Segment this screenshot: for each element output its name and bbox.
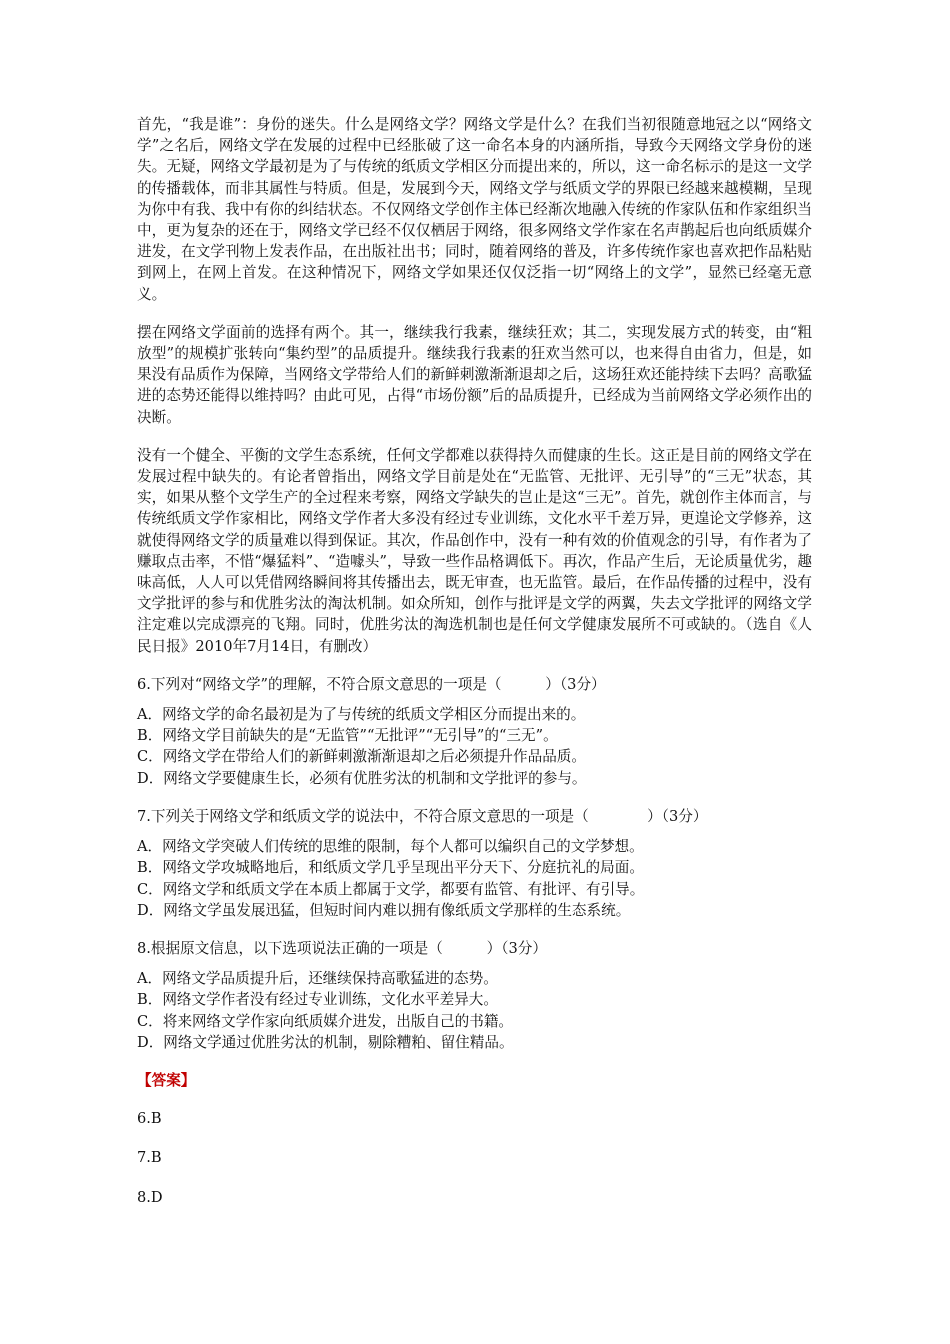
answer-heading: 【答案】 (137, 1071, 196, 1089)
option-c: C．网络文学和纸质文学在本质上都属于文学，都要有监管、有批评、有引导。 (137, 880, 645, 898)
passage-paragraph-3: 没有一个健全、平衡的文学生态系统，任何文学都难以获得持久而健康的生长。这正是目前的网络文学在发展过程中缺失的。有论者曾指出，网络文学目前是处在“无监管、无批评、无引导”的“三无”状态，其实，如果从整个文学生产的全过程来考察，网络文学缺失的岂止是这“三无”。首先，就创作主体而言，与传统纸质文学作家相比，网络文学作者大多没有经过专业训练，文化水平千差万异，更遑论文学修养，这就使得网络文学的质量难以得到保证。其次，作品创作中，没有一种有效的价值观念的引导，有作者为了赚取点击率，不惜“爆猛料”、“造噱头”，导致一些作品格调低下。再次，作品产生后，无论质量优劣，趣味高低，人人可以凭借网络瞬间将其传播出去，既无审查，也无监管。最后，在作品传播的过程中，没有文学批评的参与和优胜劣汰的淘汰机制。如众所知，创作与批评是文学的两翼，失去文学批评的网络文学注定难以完成漂亮的飞翔。同时，优胜劣汰的淘选机制也是任何文学健康发展所不可或缺的。（选自《人民日报》2010年7月14日，有删改） (137, 446, 812, 655)
question-stem: 6.下列对“网络文学”的理解，不符合原文意思的一项是（ ）（3分） (137, 675, 606, 693)
option-a: A．网络文学品质提升后，还继续保持高歌猛进的态势。 (137, 970, 498, 988)
option-c: C．网络文学在带给人们的新鲜刺激渐渐退却之后必须提升作品品质。 (137, 748, 586, 766)
option-list (137, 836, 812, 921)
question-stem: 8.根据原文信息，以下选项说法正确的一项是（ ）（3分） (137, 939, 547, 957)
option-d: D．网络文学虽发展迅猛，但短时间内难以拥有像纸质文学那样的生态系统。 (137, 901, 631, 919)
question-6 (137, 674, 812, 789)
option-list (137, 968, 812, 1053)
option-b: B．网络文学攻城略地后，和纸质文学几乎呈现出平分天下、分庭抗礼的局面。 (137, 859, 644, 877)
option-a: A．网络文学突破人们传统的思维的限制，每个人都可以编织自己的文学梦想。 (137, 838, 644, 856)
passage-paragraph-2: 摆在网络文学面前的选择有两个。其一，继续我行我素，继续狂欢；其二，实现发展方式的转变，由“粗放型”的规模扩张转向“集约型”的品质提升。继续我行我素的狂欢当然可以，也来得自由省力，但是，如果没有品质作为保障，当网络文学带给人们的新鲜刺激渐渐退却之后，这场狂欢还能持续下去吗？高歌猛进的态势还能得以维持吗？由此可见，占得“市场份额”后的品质提升，已经成为当前网络文学必须作出的决断。 (137, 323, 812, 426)
answer-7: 7.B (137, 1149, 162, 1167)
answer-8: 8.D (137, 1188, 163, 1206)
option-b: B．网络文学目前缺失的是“无监管”“无批评”“无引导”的“三无”。 (137, 727, 558, 745)
question-stem: 7.下列关于网络文学和纸质文学的说法中，不符合原文意思的一项是（ ）（3分） (137, 807, 708, 825)
answer-6: 6.B (137, 1110, 162, 1128)
option-list (137, 704, 812, 789)
option-b: B．网络文学作者没有经过专业训练，文化水平差异大。 (137, 991, 498, 1009)
question-8 (137, 938, 812, 1053)
option-d: D．网络文学要健康生长，必须有优胜劣汰的机制和文学批评的参与。 (137, 769, 587, 787)
option-a: A．网络文学的命名最初是为了与传统的纸质文学相区分而提出来的。 (137, 706, 586, 724)
option-c: C．将来网络文学作家向纸质媒介进发，出版自己的书籍。 (137, 1012, 514, 1030)
passage-paragraph-1: 首先，“我是谁”：身份的迷失。什么是网络文学？网络文学是什么？在我们当初很随意地冠之以“网络文学”之名后，网络文学在发展的过程中已经胀破了这一命名本身的内涵所指，导致今天网络文学身份的迷失。无疑，网络文学最初是为了与传统的纸质文学相区分而提出来的，所以，这一命名标示的是这一文学的传播载体，而非其属性与特质。但是，发展到今天，网络文学与纸质文学的界限已经越来越模糊，呈现为你中有我、我中有你的纠结状态。不仅网络文学创作主体已经渐次地融入传统的作家队伍和作家组织当中，更为复杂的还在于，网络文学已经不仅仅栖居于网络，很多网络文学作家在名声鹊起后也向纸质媒介进发，在文学刊物上发表作品，在出版社出书；同时，随着网络的普及，许多传统作家也喜欢把作品粘贴到网上，在网上首发。在这种情况下，网络文学如果还仅仅泛指一切“网络上的文学”，显然已经毫无意义。 (137, 116, 812, 303)
document-page (137, 114, 812, 1226)
question-7 (137, 806, 812, 921)
option-d: D．网络文学通过优胜劣汰的机制，剔除糟粕、留住精品。 (137, 1033, 514, 1051)
